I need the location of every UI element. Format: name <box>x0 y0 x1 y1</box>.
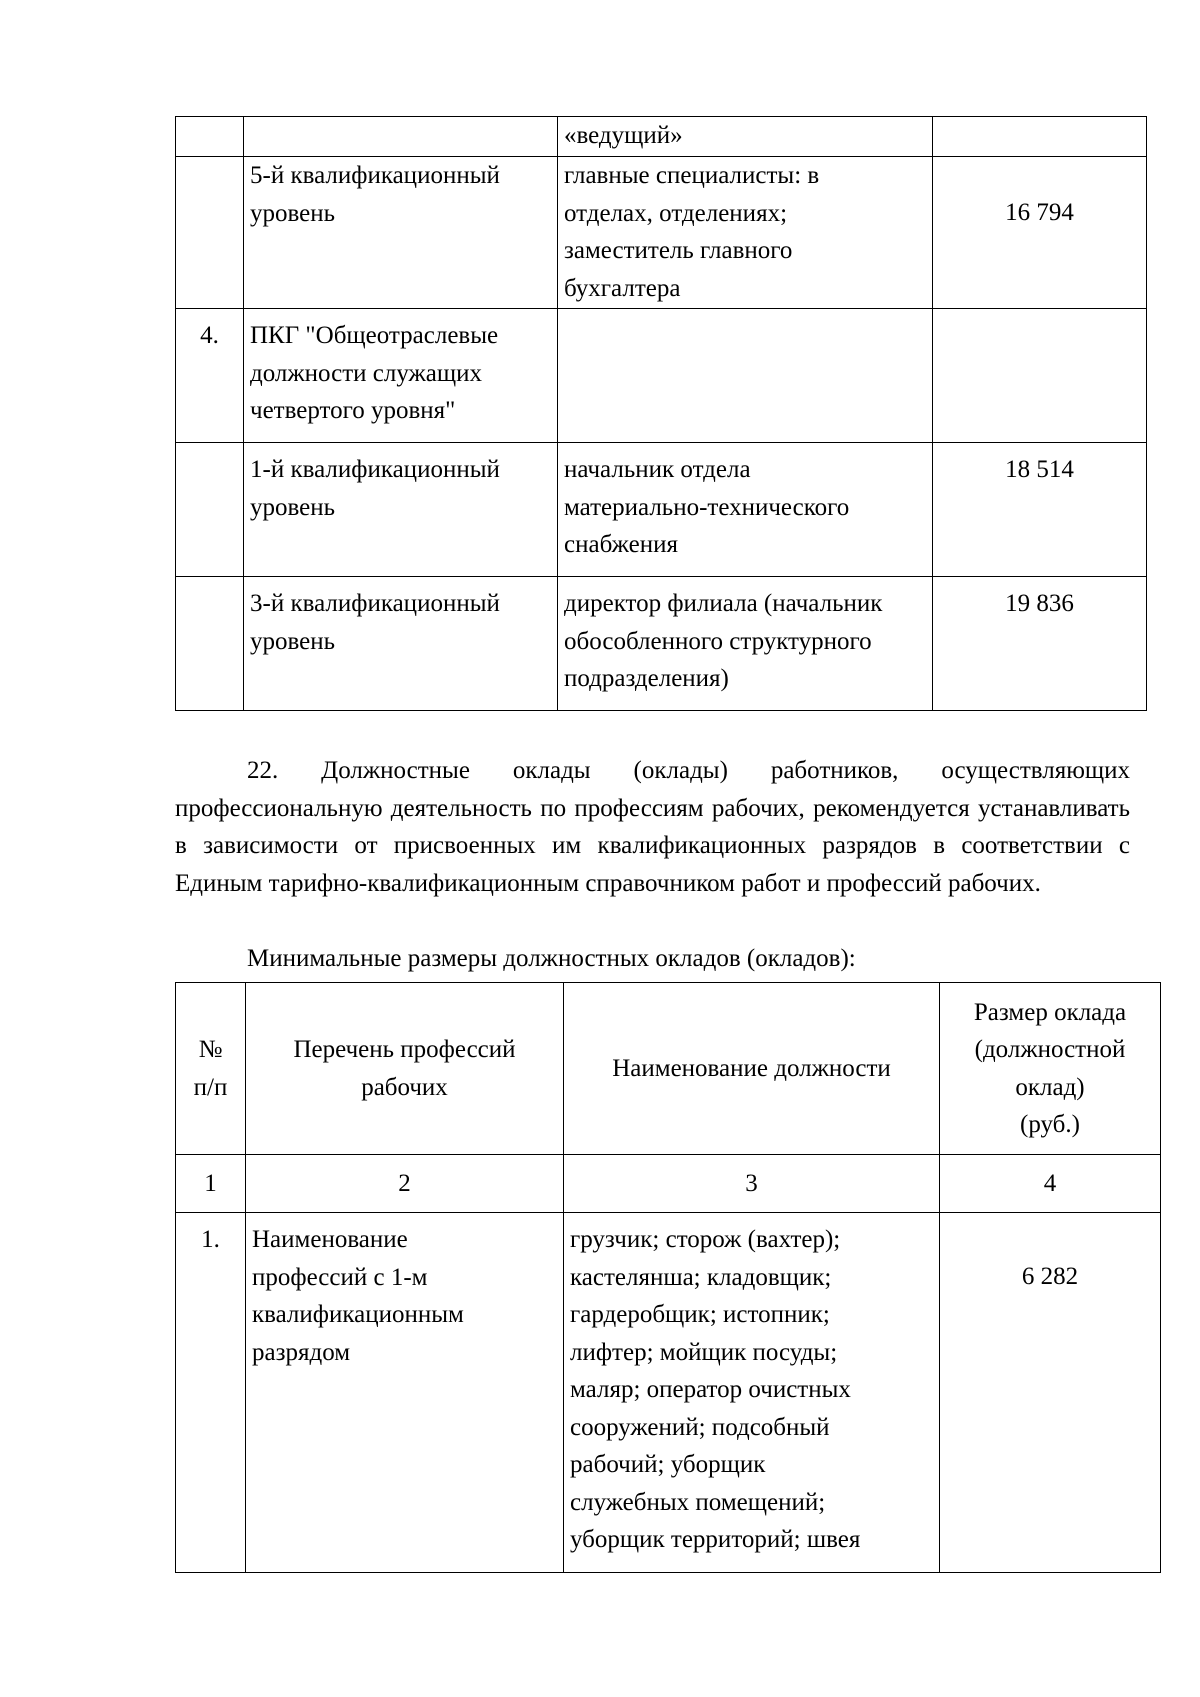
row-number: 1. <box>176 1213 246 1573</box>
table-header-row <box>176 983 1161 1155</box>
salary-value <box>933 117 1147 157</box>
salary-value: 16 794 <box>933 157 1147 309</box>
profession-group: Наименование профессий с 1-м квалификационным разрядом <box>246 1213 564 1573</box>
position-list: грузчик; сторож (вахтер); кастелянша; кладовщик; гардеробщик; истопник; лифтер; мойщик посуды; маляр; оператор очистных сооружений; подсобный рабочий; уборщик служебных помещений; уборщик территорий; швея <box>564 1213 940 1573</box>
table-row <box>176 1213 1161 1573</box>
qualification-level: 3-й квалификационный уровень <box>244 577 558 711</box>
salary-value <box>933 309 1147 443</box>
column-number-row <box>176 1155 1161 1213</box>
position-list: главные специалисты: в отделах, отделениях; заместитель главного бухгалтера <box>558 157 933 309</box>
salary-value: 18 514 <box>933 443 1147 577</box>
table-row <box>176 157 1147 309</box>
paragraph-22: 22. Должностные оклады (оклады) работников, осуществляющих профессиональную деятельность по профессиям рабочих, рекомендуется устанавливать в зависимости от присвоенных им квалификационных разрядов в соответствии с Единым тарифно-квалификационным справочником работ и профессий рабочих. <box>175 757 1130 897</box>
header-salary: Размер оклада (должностной оклад) (руб.) <box>940 983 1161 1155</box>
position-list: начальник отдела материально-технического снабжения <box>558 443 933 577</box>
qualification-level: 1-й квалификационный уровень <box>244 443 558 577</box>
table-row <box>176 309 1147 443</box>
column-number: 4 <box>940 1155 1161 1213</box>
position-list <box>558 309 933 443</box>
worker-professions-salary-table <box>175 982 1161 1573</box>
salary-value: 19 836 <box>933 577 1147 711</box>
pkg-group-name: ПКГ "Общеотраслевые должности служащих четвертого уровня" <box>244 309 558 443</box>
position-salary-table-continued <box>175 116 1147 711</box>
header-position: Наименование должности <box>564 983 940 1155</box>
row-number: 4. <box>176 309 244 443</box>
column-number: 1 <box>176 1155 246 1213</box>
row-number <box>176 577 244 711</box>
row-number <box>176 117 244 157</box>
qualification-level: 5-й квалификационный уровень <box>244 157 558 309</box>
salary-value: 6 282 <box>940 1213 1161 1573</box>
column-number: 3 <box>564 1155 940 1213</box>
table-row <box>176 443 1147 577</box>
header-professions: Перечень профессий рабочих <box>246 983 564 1155</box>
table-row <box>176 117 1147 157</box>
position-list: директор филиала (начальник обособленного структурного подразделения) <box>558 577 933 711</box>
header-number: № п/п <box>176 983 246 1155</box>
min-salaries-lead: Минимальные размеры должностных окладов (окладов): <box>247 945 856 972</box>
table-row <box>176 577 1147 711</box>
qualification-level <box>244 117 558 157</box>
position-list: «ведущий» <box>558 117 933 157</box>
row-number <box>176 157 244 309</box>
column-number: 2 <box>246 1155 564 1213</box>
row-number <box>176 443 244 577</box>
